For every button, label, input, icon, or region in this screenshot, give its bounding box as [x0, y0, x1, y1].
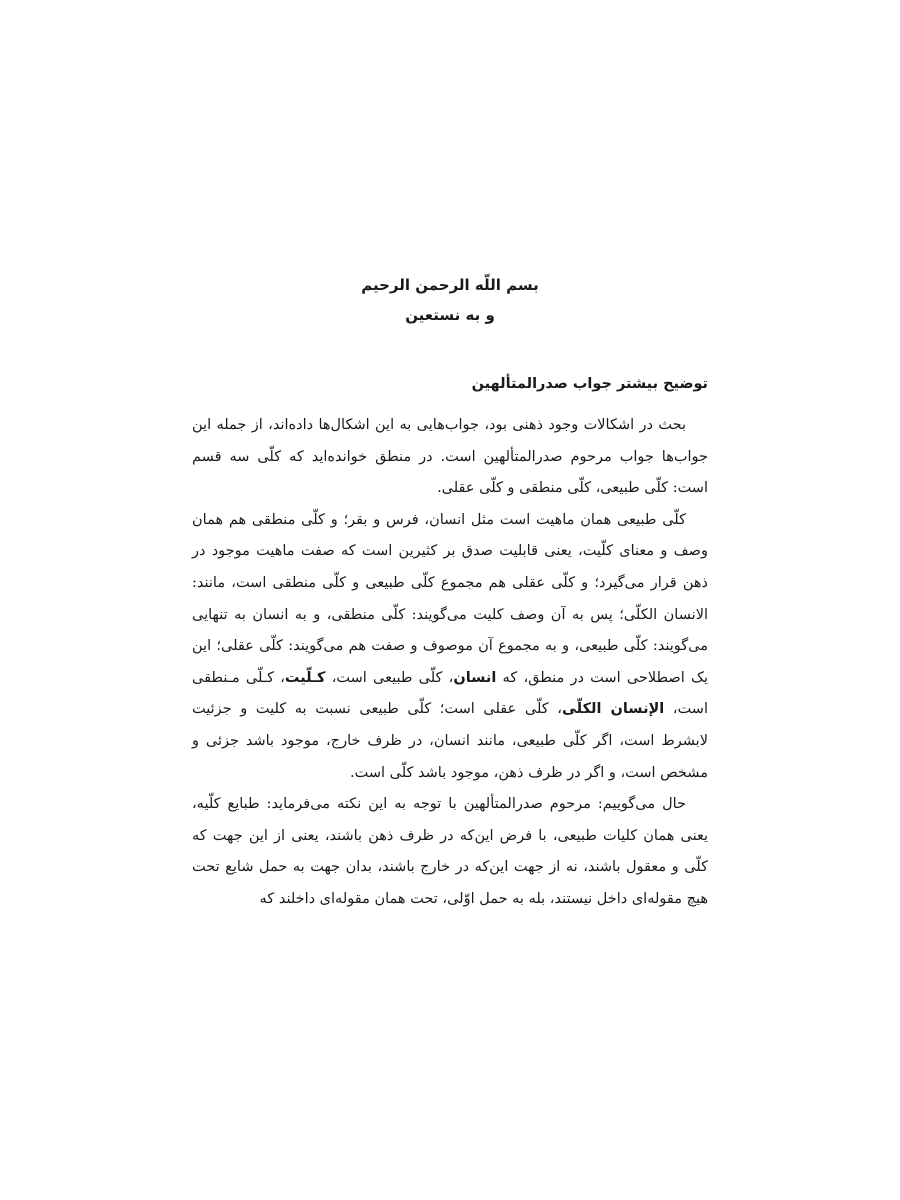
paragraph-2 [192, 505, 708, 789]
paragraph-2-text-d: ، کـلّی مـنطقی است، [192, 669, 708, 718]
paragraph-2-text-e: ، کلّی عقلی است؛ کلّی طبیعی نسبت به کلیت و جزئیت لابشرط است، اگر کلّی طبیعی، مانند انسان، در ظرف خارج، موجود باشد جزئی و مشخص است، و اگر در ظرف ذهن، موجود باشد کلّی است. [192, 701, 708, 781]
paragraph-2-text-c: ، کلّی طبیعی است، [325, 669, 454, 686]
paragraph-1: بحث در اشکالات وجود ذهنی بود، جواب‌هایی به این اشکال‌ها داده‌اند، از جمله این جواب‌ها جواب مرحوم صدرالمتألهین است. در منطق خوانده‌اید که کلّی سه قسم است: کلّی طبیعی، کلّی منطقی و کلّی عقلی. [192, 417, 708, 497]
basmala-line: بسم اللّه الرحمن الرحیم [361, 276, 539, 294]
paragraph-2-text-a: کلّی طبیعی همان ماهیت است مثل انسان، فرس و بقر؛ و کلّی منطقی هم همان وصف و معنای کلّیت، یعنی قابلیت صدق بر کثیرین است که صفت ماهیت موجود در ذهن قرار می‌گیرد؛ و کلّی عقلی هم مجموع کلّی طبیعی و کلّی منطقی است، مانند: الانسان الکلّی؛ پس به آن وصف کلیت می‌گویند: کلّی منطقی، و به انسان به تنهایی می‌گویند: کلّی طبیعی، و به مجموع آن موصوف و صفت هم می‌گویند: کلّی عقلی؛ این یک اصطلاحی است در منطق، که [192, 511, 709, 686]
paragraph-3: حال می‌گوییم: مرحوم صدرالمتألهین با توجه به این نکته می‌فرماید: طبایع کلّیه، یعنی همان کلیات طبیعی، با فرض این‌که در ظرف ذهن باشند، یعنی از این جهت که کلّی و معقول باشند، نه از جهت این‌که در خارج باشند، بدان جهت به حمل شایع تحت هیچ مقوله‌ای داخل نیستند، بله به حمل اوّلی، تحت همان مقوله‌ای داخلند که [192, 796, 708, 907]
invocation-line: و به نستعین [405, 306, 495, 324]
term-insan: انسان [453, 669, 497, 686]
section-heading: توضیح بیشتر جواب صدرالمتألهین [471, 376, 708, 392]
term-al-insan-al-kulli: الإنسان الکلّی [562, 701, 665, 718]
body-text [192, 410, 708, 916]
term-kulliyat: کـلّیت [284, 669, 326, 686]
basmala-header [0, 270, 900, 330]
